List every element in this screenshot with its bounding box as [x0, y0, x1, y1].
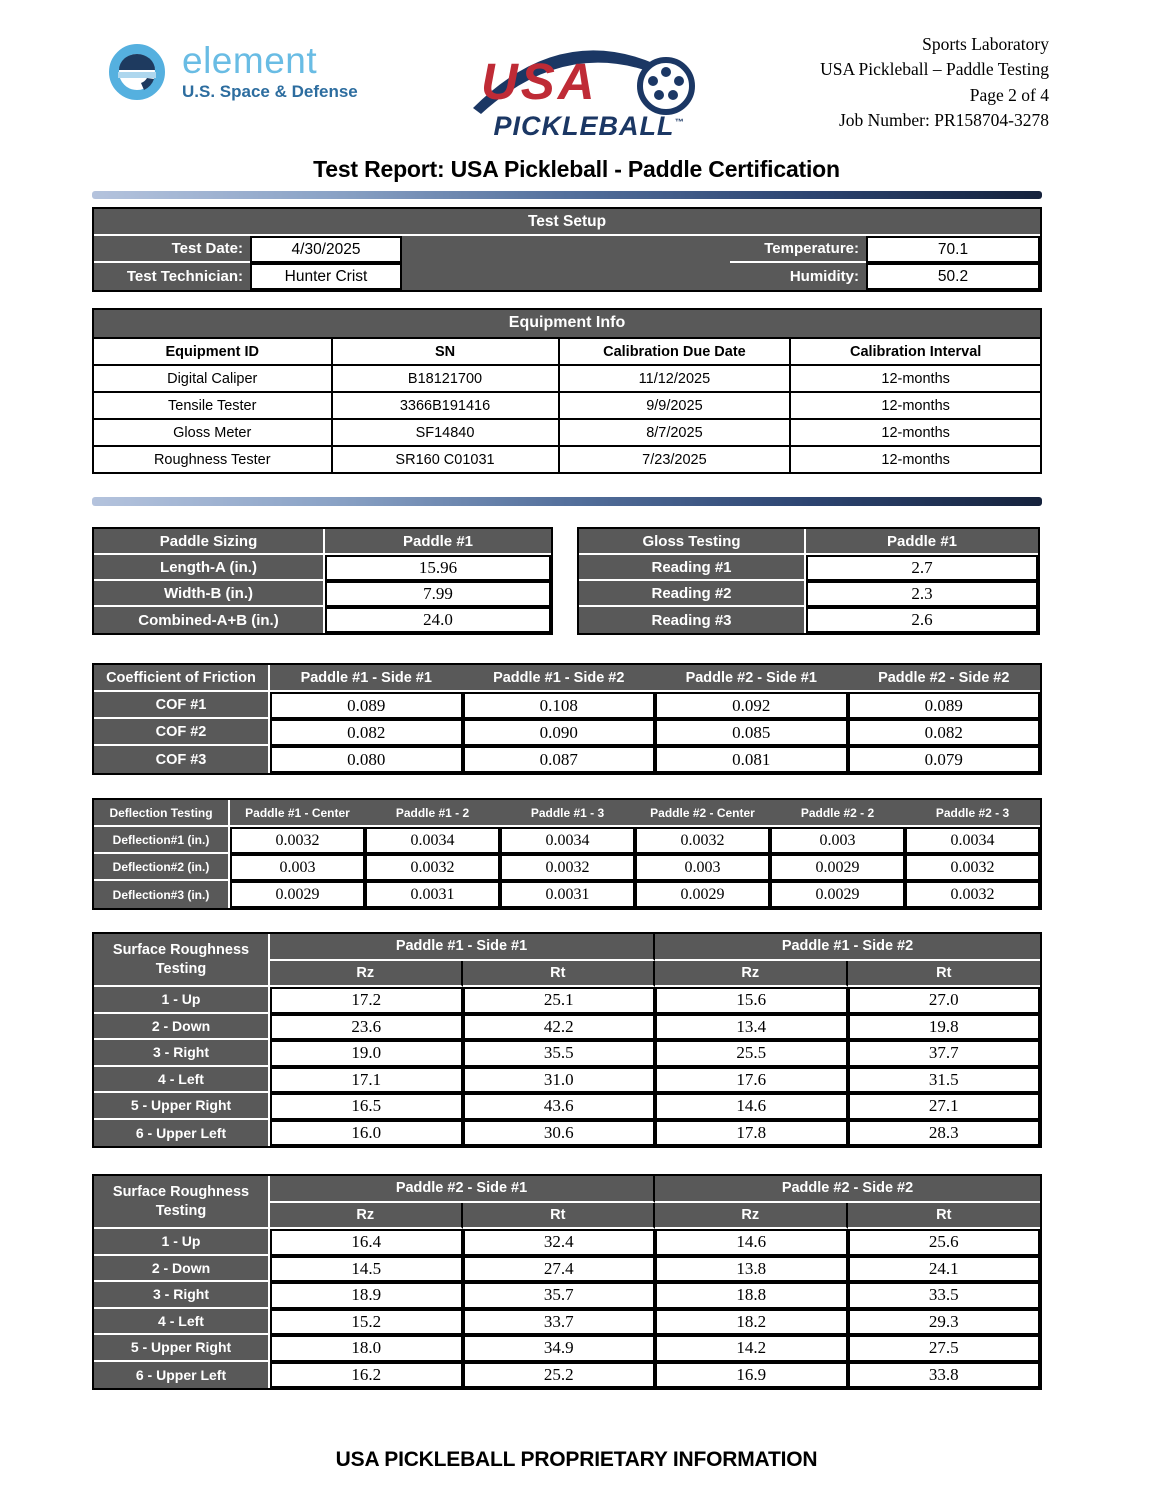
row-label: 2 - Down: [94, 1014, 270, 1041]
paddle-sizing-title: Paddle Sizing: [94, 529, 325, 555]
surface-roughness-title: Surface Roughness Testing: [94, 1176, 270, 1229]
test-setup-spacer: [402, 236, 730, 290]
value-cell: 19.8: [848, 1014, 1041, 1041]
table-cell: 11/12/2025: [558, 364, 790, 391]
value-cell: 18.2: [655, 1309, 848, 1336]
footer-text: USA PICKLEBALL PROPRIETARY INFORMATION: [335, 1448, 818, 1471]
row-label: Deflection#3 (in.): [94, 881, 230, 908]
row-label: Reading #1: [579, 555, 806, 581]
value-cell: 24.1: [848, 1256, 1041, 1283]
table-cell: 12-months: [789, 418, 1040, 445]
value-cell: 24.0: [325, 607, 551, 633]
value-cell: 7.99: [325, 581, 551, 607]
divider-bar-top: [92, 191, 1042, 199]
equipment-info-grid: [94, 337, 1040, 472]
row-label: 6 - Upper Left: [94, 1362, 270, 1389]
table-cell: SF14840: [331, 418, 558, 445]
value-cell: 14.6: [655, 1093, 848, 1120]
row-label: 5 - Upper Right: [94, 1093, 270, 1120]
page-header: [0, 0, 1153, 140]
value-cell: 15.2: [270, 1309, 463, 1336]
value-cell: 0.0034: [905, 827, 1040, 854]
value-cell: 31.5: [848, 1067, 1041, 1094]
value-cell: 17.6: [655, 1067, 848, 1094]
subcolumn-header: Rt: [848, 1203, 1041, 1230]
value-cell: 25.6: [848, 1229, 1041, 1256]
row-label: Length-A (in.): [94, 555, 325, 581]
cof-table: [92, 663, 1042, 775]
subcolumn-header: Rz: [270, 961, 463, 988]
table-cell: Tensile Tester: [94, 391, 331, 418]
column-header: Paddle #1 - 3: [500, 800, 635, 827]
table-cell: 8/7/2025: [558, 418, 790, 445]
value-cell: 19.0: [270, 1040, 463, 1067]
value-cell: 15.6: [655, 987, 848, 1014]
column-header: Paddle #2 - Side #2: [848, 665, 1041, 692]
temperature-label: Temperature:: [730, 236, 866, 263]
gloss-testing-table: [577, 527, 1040, 635]
value-cell: 17.8: [655, 1120, 848, 1147]
column-header: SN: [331, 337, 558, 364]
value-cell: 0.0034: [365, 827, 500, 854]
row-label: 1 - Up: [94, 1229, 270, 1256]
value-cell: 33.8: [848, 1362, 1041, 1389]
test-technician-label: Test Technician:: [126, 268, 243, 285]
row-label: Reading #3: [579, 607, 806, 633]
value-cell: 16.0: [270, 1120, 463, 1147]
subcolumn-header: Rz: [270, 1203, 463, 1230]
table-cell: 12-months: [789, 445, 1040, 472]
row-label: 1 - Up: [94, 987, 270, 1014]
table-cell: Gloss Meter: [94, 418, 331, 445]
column-header: Paddle #1 - Center: [230, 800, 365, 827]
value-cell: 14.6: [655, 1229, 848, 1256]
test-technician-value: Hunter Crist: [250, 263, 402, 290]
value-cell: 30.6: [463, 1120, 656, 1147]
value-cell: 0.090: [463, 719, 656, 746]
value-cell: 27.4: [463, 1256, 656, 1283]
divider-bar-middle: [92, 497, 1042, 506]
usa-pickleball-usa-text: USA: [480, 53, 598, 110]
value-cell: 0.080: [270, 746, 463, 773]
value-cell: 0.108: [463, 692, 656, 719]
value-cell: 16.9: [655, 1362, 848, 1389]
value-cell: 25.5: [655, 1040, 848, 1067]
value-cell: 28.3: [848, 1120, 1041, 1147]
table-cell: Roughness Tester: [94, 445, 331, 472]
value-cell: 27.1: [848, 1093, 1041, 1120]
value-cell: 43.6: [463, 1093, 656, 1120]
value-cell: 0.0032: [365, 854, 500, 881]
value-cell: 16.4: [270, 1229, 463, 1256]
test-date-label: Test Date:: [94, 236, 250, 263]
element-logo-icon: [106, 40, 170, 104]
value-cell: 0.085: [655, 719, 848, 746]
column-header: Calibration Due Date: [558, 337, 790, 364]
column-header: Paddle #1 - 2: [365, 800, 500, 827]
value-cell: 14.5: [270, 1256, 463, 1283]
gloss-testing-title: Gloss Testing: [579, 529, 806, 555]
value-cell: 0.0029: [770, 854, 905, 881]
value-cell: 0.089: [848, 692, 1041, 719]
deflection-table: [92, 798, 1042, 910]
lab-name: Sports Laboratory: [922, 34, 1049, 54]
value-cell: 18.8: [655, 1282, 848, 1309]
value-cell: 35.7: [463, 1282, 656, 1309]
usa-pickleball-pickleball-text: PICKLEBALL™: [493, 111, 685, 141]
value-cell: 0.0032: [230, 827, 365, 854]
column-header: Paddle #2 - 3: [905, 800, 1040, 827]
column-header: Paddle #2 - Center: [635, 800, 770, 827]
value-cell: 29.3: [848, 1309, 1041, 1336]
surface-roughness-table-paddle1: [92, 932, 1042, 1148]
value-cell: 33.5: [848, 1282, 1041, 1309]
value-cell: 16.2: [270, 1362, 463, 1389]
subcolumn-header: Rt: [463, 1203, 656, 1230]
value-cell: 18.9: [270, 1282, 463, 1309]
table-cell: 9/9/2025: [558, 391, 790, 418]
element-logo: [106, 40, 358, 104]
test-setup-table: [92, 207, 1042, 292]
table-cell: 7/23/2025: [558, 445, 790, 472]
usa-pickleball-logo: [469, 28, 709, 140]
equipment-info-table: [92, 308, 1042, 474]
value-cell: 13.4: [655, 1014, 848, 1041]
value-cell: 16.5: [270, 1093, 463, 1120]
value-cell: 0.089: [270, 692, 463, 719]
group-header: Paddle #2 - Side #1: [270, 1176, 655, 1203]
subcolumn-header: Rt: [463, 961, 656, 988]
paddle-sizing-table: [92, 527, 553, 635]
column-header: Paddle #1 - Side #1: [270, 665, 463, 692]
value-cell: 0.0029: [770, 881, 905, 908]
subcolumn-header: Rz: [655, 961, 848, 988]
column-header: Paddle #2 - 2: [770, 800, 905, 827]
element-tagline: U.S. Space & Defense: [182, 82, 358, 101]
row-label: Width-B (in.): [94, 581, 325, 607]
row-label: 2 - Down: [94, 1256, 270, 1283]
value-cell: 0.079: [848, 746, 1041, 773]
table-cell: 3366B191416: [331, 391, 558, 418]
table-cell: SR160 C01031: [331, 445, 558, 472]
value-cell: 0.0034: [500, 827, 635, 854]
value-cell: 0.003: [230, 854, 365, 881]
value-cell: 17.2: [270, 987, 463, 1014]
value-cell: 14.2: [655, 1335, 848, 1362]
value-cell: 18.0: [270, 1335, 463, 1362]
value-cell: 31.0: [463, 1067, 656, 1094]
column-header: Paddle #1 - Side #2: [463, 665, 656, 692]
value-cell: 27.0: [848, 987, 1041, 1014]
subcolumn-header: Rz: [655, 1203, 848, 1230]
value-cell: 0.0032: [905, 881, 1040, 908]
table-cell: B18121700: [331, 364, 558, 391]
job-number: Job Number: PR158704-3278: [838, 110, 1049, 131]
value-cell: 0.082: [848, 719, 1041, 746]
value-cell: 0.092: [655, 692, 848, 719]
test-setup-title: Test Setup: [94, 209, 1040, 236]
column-header: Equipment ID: [94, 337, 331, 364]
value-cell: 2.7: [806, 555, 1038, 581]
row-label: 3 - Right: [94, 1282, 270, 1309]
value-cell: 0.003: [770, 827, 905, 854]
value-cell: 0.0032: [635, 827, 770, 854]
table-cell: Digital Caliper: [94, 364, 331, 391]
row-label: Deflection#1 (in.): [94, 827, 230, 854]
group-header: Paddle #2 - Side #2: [655, 1176, 1040, 1203]
surface-roughness-title: Surface Roughness Testing: [94, 934, 270, 987]
cof-title: Coefficient of Friction: [94, 665, 270, 692]
value-cell: 32.4: [463, 1229, 656, 1256]
value-cell: 0.0031: [365, 881, 500, 908]
group-header: Paddle #1 - Side #1: [270, 934, 655, 961]
group-header: Paddle #1 - Side #2: [655, 934, 1040, 961]
report-content: [92, 191, 1042, 1390]
equipment-info-title: Equipment Info: [94, 310, 1040, 337]
element-brand: element: [182, 40, 318, 81]
value-cell: 0.082: [270, 719, 463, 746]
surface-roughness-table-paddle2: [92, 1174, 1042, 1390]
table-cell: 12-months: [789, 364, 1040, 391]
row-label: COF #1: [94, 692, 270, 719]
element-logo-text: [182, 42, 358, 102]
column-header: Calibration Interval: [789, 337, 1040, 364]
page-number: Page 2 of 4: [969, 84, 1049, 105]
value-cell: 2.3: [806, 581, 1038, 607]
sizing-gloss-row: [92, 527, 1042, 635]
humidity-label: Humidity:: [789, 268, 859, 285]
value-cell: 27.5: [848, 1335, 1041, 1362]
row-label: 4 - Left: [94, 1067, 270, 1094]
trademark-symbol: ™: [674, 117, 685, 127]
value-cell: 0.0032: [905, 854, 1040, 881]
value-cell: 0.0031: [500, 881, 635, 908]
row-label: 4 - Left: [94, 1309, 270, 1336]
value-cell: 13.8: [655, 1256, 848, 1283]
value-cell: 17.1: [270, 1067, 463, 1094]
value-cell: 42.2: [463, 1014, 656, 1041]
report-subject: USA Pickleball – Paddle Testing: [820, 59, 1049, 80]
deflection-title: Deflection Testing: [94, 800, 230, 827]
row-label: Deflection#2 (in.): [94, 854, 230, 881]
humidity-value: 50.2: [866, 263, 1040, 290]
row-label: Reading #2: [579, 581, 806, 607]
row-label: Combined-A+B (in.): [94, 607, 325, 633]
value-cell: 0.087: [463, 746, 656, 773]
row-label: COF #3: [94, 746, 270, 773]
value-cell: 0.0029: [230, 881, 365, 908]
column-header: Paddle #2 - Side #1: [655, 665, 848, 692]
column-header: Paddle #1: [806, 529, 1038, 555]
value-cell: 0.003: [635, 854, 770, 881]
header-info: [820, 32, 1049, 134]
row-label: 5 - Upper Right: [94, 1335, 270, 1362]
value-cell: 0.0029: [635, 881, 770, 908]
value-cell: 15.96: [325, 555, 551, 581]
subcolumn-header: Rt: [848, 961, 1041, 988]
table-cell: 12-months: [789, 391, 1040, 418]
test-date-value: 4/30/2025: [250, 236, 402, 263]
page-title: Test Report: USA Pickleball - Paddle Certification: [313, 156, 840, 182]
row-label: 6 - Upper Left: [94, 1120, 270, 1147]
temperature-value: 70.1: [866, 236, 1040, 263]
value-cell: 0.0032: [500, 854, 635, 881]
value-cell: 0.081: [655, 746, 848, 773]
column-header: Paddle #1: [325, 529, 551, 555]
row-label: 3 - Right: [94, 1040, 270, 1067]
value-cell: 34.9: [463, 1335, 656, 1362]
value-cell: 37.7: [848, 1040, 1041, 1067]
value-cell: 35.5: [463, 1040, 656, 1067]
row-label: COF #2: [94, 719, 270, 746]
value-cell: 25.2: [463, 1362, 656, 1389]
value-cell: 2.6: [806, 607, 1038, 633]
value-cell: 23.6: [270, 1014, 463, 1041]
value-cell: 25.1: [463, 987, 656, 1014]
value-cell: 33.7: [463, 1309, 656, 1336]
